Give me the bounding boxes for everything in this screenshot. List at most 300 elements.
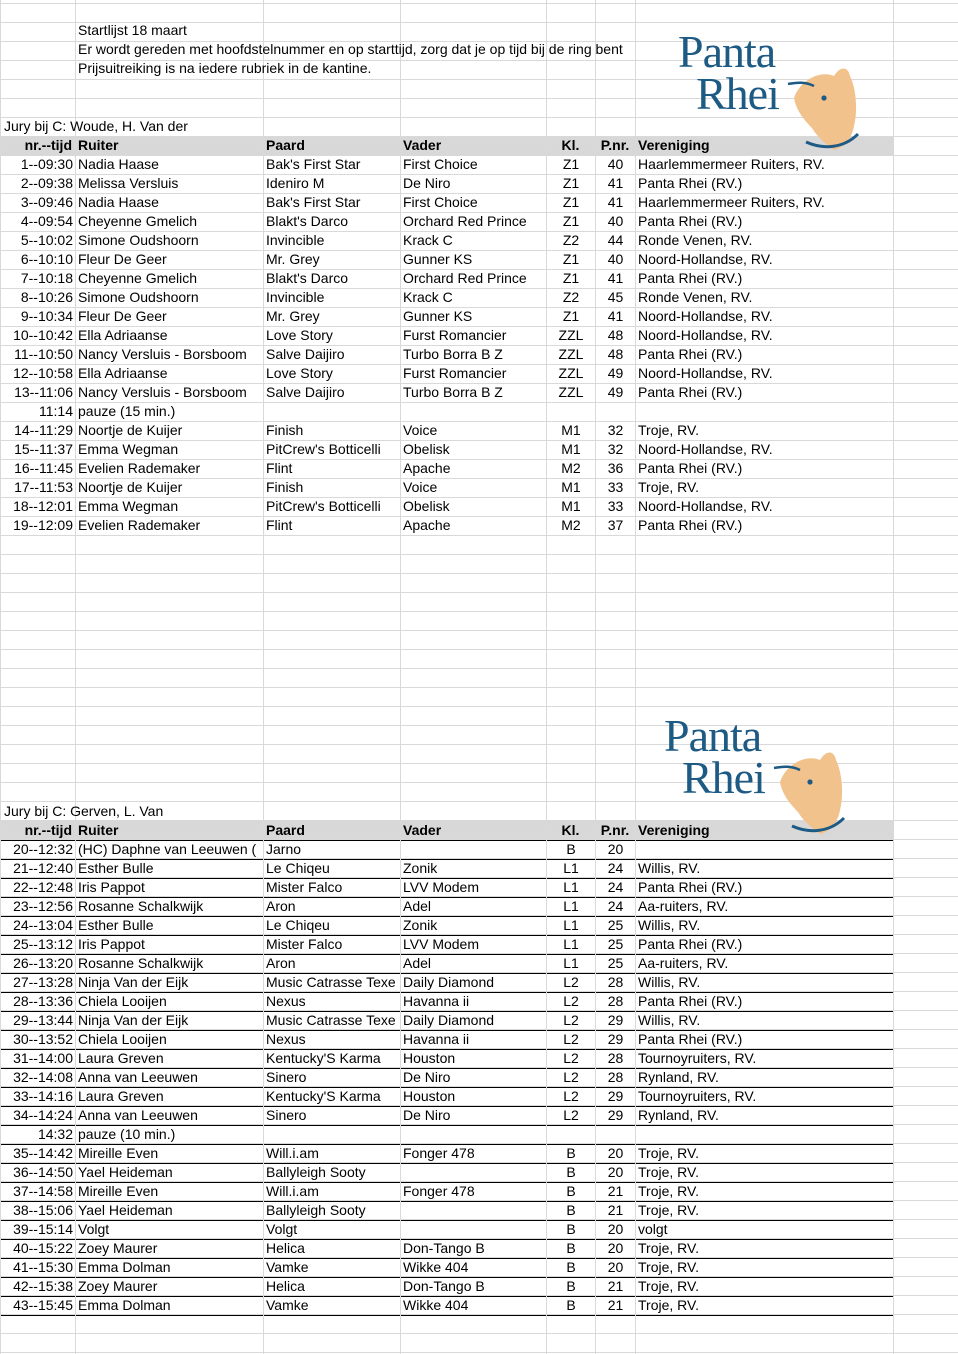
table2-cell-pnr: 29 <box>607 1088 624 1104</box>
table2-cell-nr-tijd: 36--14:50 <box>13 1164 73 1180</box>
table1-cell-paard: Flint <box>266 460 293 476</box>
table2-cell-pnr: 24 <box>607 898 624 914</box>
table2-cell-klasse: L1 <box>563 955 579 971</box>
table1-cell-ruiter: Simone Oudshoorn <box>78 289 199 305</box>
table1-cell-nr-tijd: 1--09:30 <box>20 156 73 172</box>
column-header-nr-tijd: nr.--tijd <box>24 822 72 838</box>
table2-cell-pnr: 20 <box>607 1240 624 1256</box>
table1-cell-vader: Krack C <box>403 232 453 248</box>
table1-cell-vader: First Choice <box>403 156 478 172</box>
table1-cell-nr-tijd: 13--11:06 <box>14 384 73 400</box>
table2-cell-vereniging: Rynland, RV. <box>638 1107 719 1123</box>
table1-cell-ruiter: Fleur De Geer <box>78 251 167 267</box>
table2-cell-vader: Havanna ii <box>403 993 470 1009</box>
table2-cell-ruiter: Laura Greven <box>78 1050 164 1066</box>
table1-cell-nr-tijd: 2--09:38 <box>20 175 73 191</box>
table1-cell-pnr: 40 <box>607 156 624 172</box>
table2-cell-pnr: 21 <box>607 1202 624 1218</box>
table2-cell-pnr: 28 <box>607 1050 624 1066</box>
table1-cell-ruiter: Evelien Rademaker <box>78 460 201 476</box>
table1-cell-vader: Apache <box>403 517 451 533</box>
table2-cell-ruiter: Mireille Even <box>78 1183 159 1199</box>
table2-cell-klasse: L2 <box>563 1069 579 1085</box>
table1-cell-vader: Voice <box>403 422 438 438</box>
table2-cell-paard: Vamke <box>266 1259 309 1275</box>
table2-cell-vader: LVV Modem <box>403 879 479 895</box>
grid-line-v <box>75 0 76 1354</box>
logo-word-rhei-2: Rhei <box>682 752 765 803</box>
grid-line-h <box>0 706 958 707</box>
table2-cell-vader: Adel <box>403 955 432 971</box>
column-header-vereniging: Vereniging <box>638 137 710 153</box>
table2-cell-vereniging: Panta Rhei (RV.) <box>638 879 743 895</box>
table1-cell-vader: Apache <box>403 460 451 476</box>
column-header-vader: Vader <box>403 822 442 838</box>
table1-cell-ruiter: Emma Wegman <box>78 498 179 514</box>
table2-cell-pnr: 25 <box>607 917 624 933</box>
table2-cell-ruiter: Esther Bulle <box>78 860 154 876</box>
table2-cell-nr-tijd: 27--13:28 <box>13 974 73 990</box>
table2-cell-pnr: 25 <box>607 955 624 971</box>
table2-cell-klasse: B <box>566 1297 576 1313</box>
table2-cell-nr-tijd: 41--15:30 <box>13 1259 73 1275</box>
table2-cell-nr-tijd: 30--13:52 <box>13 1031 73 1047</box>
table2-cell-klasse: B <box>566 1278 576 1294</box>
table1-cell-nr-tijd: 11:14 <box>39 403 73 419</box>
grid-line-h <box>0 687 958 688</box>
table1-cell-ruiter: Melissa Versluis <box>78 175 179 191</box>
table1-cell-pnr: 41 <box>607 194 624 210</box>
table2-cell-paard: Nexus <box>266 993 306 1009</box>
table2-cell-pnr: 24 <box>607 879 624 895</box>
table2-cell-klasse: B <box>566 841 576 857</box>
table2-cell-vader: Zonik <box>403 917 438 933</box>
table1-cell-nr-tijd: 12--10:58 <box>13 365 73 381</box>
table2-cell-nr-tijd: 28--13:36 <box>13 993 73 1009</box>
column-header-vereniging: Vereniging <box>638 822 710 838</box>
table2-cell-vereniging: Willis, RV. <box>638 860 701 876</box>
table1-cell-paard: Bak's First Star <box>266 156 361 172</box>
table1-cell-pnr: 37 <box>607 517 624 533</box>
table2-cell-paard: Nexus <box>266 1031 306 1047</box>
table1-cell-paard: Invincible <box>266 232 325 248</box>
table1-cell-pnr: 49 <box>607 384 624 400</box>
grid-line-h <box>0 649 958 650</box>
table1-cell-nr-tijd: 9--10:34 <box>20 308 73 324</box>
table2-cell-vereniging: Troje, RV. <box>638 1164 699 1180</box>
table1-cell-nr-tijd: 10--10:42 <box>13 327 73 343</box>
table2-cell-nr-tijd: 39--15:14 <box>13 1221 73 1237</box>
table1-cell-paard: Bak's First Star <box>266 194 361 210</box>
table1-cell-klasse: ZZL <box>558 365 584 381</box>
table1-cell-ruiter: Nancy Versluis - Borsboom <box>78 346 247 362</box>
table1-cell-vereniging: Troje, RV. <box>638 479 699 495</box>
table2-cell-klasse: B <box>566 1145 576 1161</box>
table2-cell-klasse: L2 <box>563 1012 579 1028</box>
table2-cell-ruiter: Zoey Maurer <box>78 1240 158 1256</box>
table2-cell-vader: Havanna ii <box>403 1031 470 1047</box>
table1-cell-vader: Furst Romancier <box>403 327 507 343</box>
grid-line-h <box>0 668 958 669</box>
table1-cell-pnr: 41 <box>607 270 624 286</box>
column-header-nr-tijd: nr.--tijd <box>24 137 72 153</box>
table2-cell-klasse: B <box>566 1259 576 1275</box>
table2-cell-paard: Will.i.am <box>266 1183 319 1199</box>
table1-cell-ruiter: Nancy Versluis - Borsboom <box>78 384 247 400</box>
table2-cell-klasse: L1 <box>563 860 579 876</box>
table1-cell-vader: Orchard Red Prince <box>403 213 527 229</box>
table2-cell-ruiter: (HC) Daphne van Leeuwen ( <box>78 841 257 857</box>
table2-cell-pnr: 21 <box>607 1183 624 1199</box>
table2-row-border <box>0 1315 893 1316</box>
table1-cell-paard: Flint <box>266 517 293 533</box>
table1-cell-nr-tijd: 4--09:54 <box>20 213 73 229</box>
table1-cell-paard: Mr. Grey <box>266 308 320 324</box>
table1-cell-vader: Turbo Borra B Z <box>403 384 503 400</box>
table2-cell-paard: Le Chiqeu <box>266 860 330 876</box>
table1-cell-vader: Obelisk <box>403 498 450 514</box>
table1-cell-pnr: 48 <box>607 327 624 343</box>
table2-cell-paard: Kentucky'S Karma <box>266 1050 381 1066</box>
table2-cell-vereniging: Panta Rhei (RV.) <box>638 936 743 952</box>
table2-cell-nr-tijd: 42--15:38 <box>13 1278 73 1294</box>
table2-cell-ruiter: Ninja Van der Eijk <box>78 1012 189 1028</box>
table2-cell-klasse: L2 <box>563 1031 579 1047</box>
table1-cell-vader: Turbo Borra B Z <box>403 346 503 362</box>
table2-cell-paard: Music Catrasse Texe <box>266 1012 396 1028</box>
table1-cell-nr-tijd: 17--11:53 <box>14 479 73 495</box>
table2-cell-klasse: B <box>566 1221 576 1237</box>
table1-cell-vereniging: Noord-Hollandse, RV. <box>638 365 773 381</box>
table1-cell-nr-tijd: 11--10:50 <box>14 346 73 362</box>
table2-cell-nr-tijd: 33--14:16 <box>13 1088 73 1104</box>
table2-cell-vereniging: Willis, RV. <box>638 974 701 990</box>
table2-cell-klasse: L2 <box>563 1107 579 1123</box>
table2-cell-pnr: 28 <box>607 1069 624 1085</box>
table2-cell-pnr: 20 <box>607 1259 624 1275</box>
column-header-pnr: P.nr. <box>600 822 630 838</box>
table2-cell-nr-tijd: 37--14:58 <box>13 1183 73 1199</box>
table2-cell-vader: Wikke 404 <box>403 1297 469 1313</box>
table2-cell-pnr: 28 <box>607 974 624 990</box>
table2-cell-ruiter: Mireille Even <box>78 1145 159 1161</box>
table1-cell-nr-tijd: 19--12:09 <box>13 517 73 533</box>
logo-word-rhei: Rhei <box>696 68 779 119</box>
table1-cell-nr-tijd: 8--10:26 <box>20 289 73 305</box>
table1-cell-pnr: 41 <box>607 175 624 191</box>
column-header-paard: Paard <box>266 137 305 153</box>
grid-line-h <box>0 573 958 574</box>
table1-cell-klasse: Z2 <box>562 289 580 305</box>
column-header-ruiter: Ruiter <box>78 137 119 153</box>
table2-cell-vader: Don-Tango B <box>403 1240 485 1256</box>
table2-cell-klasse: L1 <box>563 898 579 914</box>
table1-cell-paard: Blakt's Darco <box>266 270 349 286</box>
table1-cell-pnr: 33 <box>607 498 624 514</box>
table2-cell-pnr: 20 <box>607 1164 624 1180</box>
table1-cell-vader: First Choice <box>403 194 478 210</box>
table2-cell-paard: Le Chiqeu <box>266 917 330 933</box>
table1-cell-klasse: Z1 <box>562 175 580 191</box>
table2-cell-klasse: L2 <box>563 1050 579 1066</box>
panta-rhei-logo <box>676 28 866 152</box>
table2-cell-vereniging: Troje, RV. <box>638 1145 699 1161</box>
table1-cell-nr-tijd: 7--10:18 <box>20 270 73 286</box>
table2-cell-nr-tijd: 21--12:40 <box>13 860 73 876</box>
table1-cell-klasse: M2 <box>561 517 581 533</box>
table1-cell-vader: Krack C <box>403 289 453 305</box>
table1-cell-ruiter: pauze (15 min.) <box>78 403 176 419</box>
grid-line-v <box>893 0 894 1354</box>
table2-cell-vader: Don-Tango B <box>403 1278 485 1294</box>
table2-cell-vereniging: Aa-ruiters, RV. <box>638 955 729 971</box>
table1-cell-ruiter: Fleur De Geer <box>78 308 167 324</box>
table2-cell-paard: Mister Falco <box>266 879 343 895</box>
grid-line-h <box>0 554 958 555</box>
table2-cell-nr-tijd: 31--14:00 <box>13 1050 73 1066</box>
column-header-pnr: P.nr. <box>600 137 630 153</box>
table1-cell-vereniging: Panta Rhei (RV.) <box>638 346 743 362</box>
table2-cell-nr-tijd: 40--15:22 <box>13 1240 73 1256</box>
table2-cell-nr-tijd: 29--13:44 <box>13 1012 73 1028</box>
table1-cell-pnr: 49 <box>607 365 624 381</box>
table2-cell-klasse: L1 <box>563 879 579 895</box>
table1-cell-klasse: Z1 <box>562 213 580 229</box>
table2-cell-vader: De Niro <box>403 1069 451 1085</box>
table2-cell-ruiter: Iris Pappot <box>78 879 145 895</box>
table2-cell-ruiter: Rosanne Schalkwijk <box>78 955 204 971</box>
table2-cell-pnr: 29 <box>607 1107 624 1123</box>
table1-cell-vader: Furst Romancier <box>403 365 507 381</box>
table2-cell-pnr: 24 <box>607 860 624 876</box>
table1-cell-klasse: Z1 <box>562 194 580 210</box>
table1-cell-paard: Salve Daijiro <box>266 346 345 362</box>
table1-cell-vereniging: Ronde Venen, RV. <box>638 232 753 248</box>
table2-cell-vader: Daily Diamond <box>403 974 495 990</box>
table1-cell-paard: Mr. Grey <box>266 251 320 267</box>
table1-cell-ruiter: Emma Wegman <box>78 441 179 457</box>
table2-cell-vader: Fonger 478 <box>403 1183 475 1199</box>
grid-line-h <box>0 535 958 536</box>
table1-cell-klasse: Z1 <box>562 270 580 286</box>
table2-cell-pnr: 21 <box>607 1297 624 1313</box>
table2-cell-paard: Sinero <box>266 1107 307 1123</box>
table2-cell-paard: Sinero <box>266 1069 307 1085</box>
grid-line-h <box>0 592 958 593</box>
table1-cell-vader: Obelisk <box>403 441 450 457</box>
table1-cell-ruiter: Noortje de Kuijer <box>78 479 183 495</box>
table1-cell-klasse: Z2 <box>562 232 580 248</box>
table2-cell-klasse: L2 <box>563 1088 579 1104</box>
table2-cell-paard: Aron <box>266 898 296 914</box>
table1-cell-klasse: ZZL <box>558 327 584 343</box>
table2-cell-ruiter: Chiela Looijen <box>78 1031 167 1047</box>
table2-cell-paard: Jarno <box>266 841 302 857</box>
table1-cell-klasse: Z1 <box>562 308 580 324</box>
table2-cell-paard: Helica <box>266 1240 305 1256</box>
table1-cell-klasse: Z1 <box>562 251 580 267</box>
table2-cell-klasse: L1 <box>563 936 579 952</box>
intro-prize-note: Prijsuitreiking is na iedere rubriek in de kantine. <box>78 60 372 76</box>
table2-cell-ruiter: Rosanne Schalkwijk <box>78 898 204 914</box>
table1-cell-vader: Gunner KS <box>403 308 473 324</box>
table2-cell-ruiter: pauze (10 min.) <box>78 1126 176 1142</box>
table2-cell-paard: Kentucky'S Karma <box>266 1088 381 1104</box>
table2-cell-pnr: 20 <box>607 1145 624 1161</box>
table2-cell-vereniging: volgt <box>638 1221 668 1237</box>
table1-cell-ruiter: Ella Adriaanse <box>78 365 168 381</box>
logo-word-panta-2: Panta <box>664 710 762 761</box>
table2-cell-paard: Music Catrasse Texe <box>266 974 396 990</box>
table1-cell-vader: Orchard Red Prince <box>403 270 527 286</box>
table1-cell-pnr: 36 <box>607 460 624 476</box>
table2-cell-klasse: B <box>566 1202 576 1218</box>
grid-line-h <box>0 630 958 631</box>
table2-cell-vereniging: Aa-ruiters, RV. <box>638 898 729 914</box>
table2-cell-ruiter: Ninja Van der Eijk <box>78 974 189 990</box>
grid-line-v <box>595 0 596 1354</box>
table2-cell-pnr: 29 <box>607 1031 624 1047</box>
table1-cell-paard: Blakt's Darco <box>266 213 349 229</box>
table2-cell-ruiter: Iris Pappot <box>78 936 145 952</box>
table2-cell-pnr: 20 <box>607 1221 624 1237</box>
table1-cell-nr-tijd: 5--10:02 <box>20 232 73 248</box>
table1-cell-klasse: ZZL <box>558 384 584 400</box>
table2-cell-paard: Aron <box>266 955 296 971</box>
table2-cell-klasse: L2 <box>563 993 579 1009</box>
table1-cell-pnr: 45 <box>607 289 624 305</box>
table1-cell-nr-tijd: 6--10:10 <box>20 251 73 267</box>
table2-cell-paard: Ballyleigh Sooty <box>266 1164 366 1180</box>
column-header-paard: Paard <box>266 822 305 838</box>
intro-title: Startlijst 18 maart <box>78 22 187 38</box>
jury-label-2: Jury bij C: Gerven, L. Van <box>4 803 164 819</box>
table1-cell-pnr: 33 <box>607 479 624 495</box>
table2-cell-nr-tijd: 14:32 <box>37 1126 73 1142</box>
table1-cell-vereniging: Noord-Hollandse, RV. <box>638 498 773 514</box>
table1-cell-klasse: M1 <box>561 498 581 514</box>
table1-cell-pnr: 32 <box>607 441 624 457</box>
table1-cell-ruiter: Noortje de Kuijer <box>78 422 183 438</box>
table1-cell-paard: PitCrew's Botticelli <box>266 441 381 457</box>
table2-cell-ruiter: Laura Greven <box>78 1088 164 1104</box>
table1-cell-paard: Finish <box>266 479 304 495</box>
table1-cell-vereniging: Panta Rhei (RV.) <box>638 213 743 229</box>
table1-cell-paard: Salve Daijiro <box>266 384 345 400</box>
table2-cell-klasse: L2 <box>563 974 579 990</box>
table2-cell-nr-tijd: 32--14:08 <box>13 1069 73 1085</box>
table1-cell-klasse: M1 <box>561 441 581 457</box>
table2-cell-nr-tijd: 38--15:06 <box>13 1202 73 1218</box>
table1-cell-klasse: M2 <box>561 460 581 476</box>
table2-cell-paard: Will.i.am <box>266 1145 319 1161</box>
column-header-klasse: Kl. <box>561 137 580 153</box>
grid-line-v <box>400 0 401 1354</box>
table2-cell-ruiter: Emma Dolman <box>78 1297 171 1313</box>
table1-cell-vader: Voice <box>403 479 438 495</box>
table2-cell-paard: Mister Falco <box>266 936 343 952</box>
table2-cell-klasse: L1 <box>563 917 579 933</box>
table2-cell-nr-tijd: 20--12:32 <box>13 841 73 857</box>
table2-cell-ruiter: Chiela Looijen <box>78 993 167 1009</box>
table2-cell-nr-tijd: 25--13:12 <box>13 936 73 952</box>
table2-cell-vereniging: Tournoyruiters, RV. <box>638 1050 757 1066</box>
table2-cell-klasse: B <box>566 1240 576 1256</box>
table2-cell-nr-tijd: 22--12:48 <box>13 879 73 895</box>
table2-cell-pnr: 28 <box>607 993 624 1009</box>
table2-cell-vader: Houston <box>403 1088 456 1104</box>
table1-cell-vereniging: Troje, RV. <box>638 422 699 438</box>
table1-cell-pnr: 44 <box>607 232 624 248</box>
table2-cell-ruiter: Yael Heideman <box>78 1164 173 1180</box>
table2-cell-vader: LVV Modem <box>403 936 479 952</box>
table2-cell-vader: Adel <box>403 898 432 914</box>
table1-cell-vereniging: Noord-Hollandse, RV. <box>638 327 773 343</box>
table2-cell-paard: Ballyleigh Sooty <box>266 1202 366 1218</box>
table1-cell-pnr: 40 <box>607 213 624 229</box>
table2-cell-ruiter: Yael Heideman <box>78 1202 173 1218</box>
table2-cell-vereniging: Troje, RV. <box>638 1297 699 1313</box>
table2-cell-ruiter: Volgt <box>78 1221 110 1237</box>
table2-cell-vereniging: Panta Rhei (RV.) <box>638 1031 743 1047</box>
grid-line-v <box>263 0 264 1354</box>
table1-cell-pnr: 48 <box>607 346 624 362</box>
table1-cell-vereniging: Panta Rhei (RV.) <box>638 384 743 400</box>
table2-cell-pnr: 25 <box>607 936 624 952</box>
table1-cell-klasse: Z1 <box>562 156 580 172</box>
table2-cell-vader: Houston <box>403 1050 456 1066</box>
table2-cell-vereniging: Troje, RV. <box>638 1259 699 1275</box>
panta-rhei-logo-2 <box>662 712 852 836</box>
table1-cell-ruiter: Nadia Haase <box>78 156 159 172</box>
table1-cell-ruiter: Simone Oudshoorn <box>78 232 199 248</box>
grid-line-h <box>0 1333 958 1334</box>
table2-cell-nr-tijd: 23--12:56 <box>13 898 73 914</box>
table2-cell-vader: Wikke 404 <box>403 1259 469 1275</box>
column-header-klasse: Kl. <box>561 822 580 838</box>
table1-cell-vereniging: Panta Rhei (RV.) <box>638 460 743 476</box>
table2-cell-vereniging: Troje, RV. <box>638 1183 699 1199</box>
logo-word-panta: Panta <box>678 26 776 77</box>
table1-cell-ruiter: Ella Adriaanse <box>78 327 168 343</box>
grid-line-h <box>0 3 958 4</box>
table2-cell-paard: Vamke <box>266 1297 309 1313</box>
table1-cell-vereniging: Noord-Hollandse, RV. <box>638 441 773 457</box>
table1-cell-vereniging: Panta Rhei (RV.) <box>638 175 743 191</box>
table1-cell-vereniging: Haarlemmermeer Ruiters, RV. <box>638 156 825 172</box>
table2-cell-nr-tijd: 26--13:20 <box>13 955 73 971</box>
table1-cell-paard: Love Story <box>266 327 333 343</box>
grid-line-v <box>0 0 1 1354</box>
table1-cell-vereniging: Noord-Hollandse, RV. <box>638 308 773 324</box>
table2-cell-vereniging: Willis, RV. <box>638 1012 701 1028</box>
table2-cell-klasse: B <box>566 1164 576 1180</box>
grid-line-h <box>0 1352 958 1353</box>
table1-cell-paard: Invincible <box>266 289 325 305</box>
table1-cell-ruiter: Cheyenne Gmelich <box>78 270 198 286</box>
table2-cell-nr-tijd: 35--14:42 <box>13 1145 73 1161</box>
table1-cell-vereniging: Ronde Venen, RV. <box>638 289 753 305</box>
table2-cell-vader: Fonger 478 <box>403 1145 475 1161</box>
table2-cell-pnr: 21 <box>607 1278 624 1294</box>
grid-line-h <box>0 611 958 612</box>
table2-cell-vereniging: Troje, RV. <box>638 1240 699 1256</box>
table1-cell-ruiter: Nadia Haase <box>78 194 159 210</box>
table2-cell-ruiter: Anna van Leeuwen <box>78 1107 198 1123</box>
table1-cell-klasse: M1 <box>561 422 581 438</box>
table1-cell-nr-tijd: 16--11:45 <box>14 460 73 476</box>
table1-cell-klasse: M1 <box>561 479 581 495</box>
